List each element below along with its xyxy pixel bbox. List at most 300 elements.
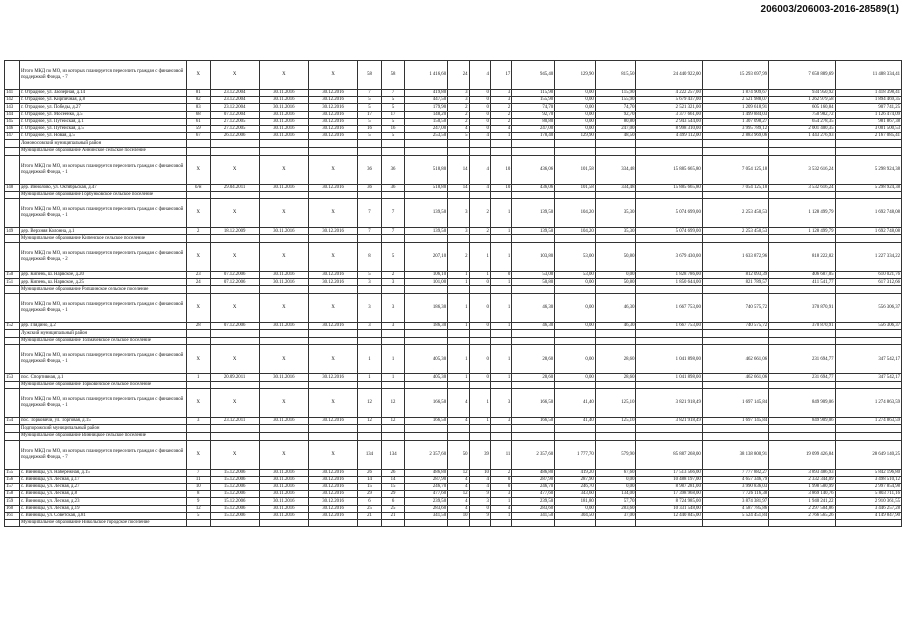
section-row <box>5 191 902 199</box>
table-cell: 7 <box>358 90 382 97</box>
table-cell <box>381 147 405 155</box>
table-cell: 1 697 145,84 <box>702 418 768 425</box>
table-cell: 2 <box>186 228 210 235</box>
table-cell <box>769 191 835 199</box>
table-cell <box>512 337 555 345</box>
table-cell <box>5 235 20 243</box>
table-cell <box>636 425 702 433</box>
table-cell <box>595 147 636 155</box>
table-cell: 5 <box>381 97 405 104</box>
table-cell: 2 357,60 <box>512 440 555 469</box>
table-cell: 9 <box>469 512 490 519</box>
table-cell <box>259 140 308 148</box>
table-cell: 1 416,60 <box>405 61 448 90</box>
table-cell: X <box>308 243 357 272</box>
table-cell <box>448 425 469 433</box>
table-cell: X <box>210 243 259 272</box>
table-cell: 30.11.2016 <box>259 228 308 235</box>
table-cell <box>490 147 511 155</box>
table-cell: 0 <box>490 483 511 490</box>
table-cell: дер. Иннолово, ул. Октябрьская, д.47 <box>19 184 186 191</box>
table-cell <box>358 147 382 155</box>
table-cell: 74,70 <box>595 104 636 111</box>
table-cell <box>835 381 901 389</box>
table-cell: 92,70 <box>595 111 636 118</box>
table-cell: 0,00 <box>555 279 596 286</box>
table-row <box>5 118 902 125</box>
table-cell: г. Отрадное, ул. Мосеенко, д.5 <box>19 111 186 118</box>
table-cell: с. Винницы, ул. Лесная, д.23 <box>19 498 186 505</box>
table-cell: 486,80 <box>405 469 448 476</box>
table-cell <box>490 381 511 389</box>
table-cell: 2 253 450,53 <box>702 199 768 228</box>
table-cell: 0,00 <box>555 111 596 118</box>
table-cell <box>308 519 357 527</box>
table-cell <box>769 519 835 527</box>
table-cell: 15.12.2006 <box>210 505 259 512</box>
table-cell <box>448 432 469 440</box>
table-cell: 21 <box>381 512 405 519</box>
table-cell: 30.12.2016 <box>308 512 357 519</box>
table-cell: 30.12.2016 <box>308 90 357 97</box>
table-cell: 1 <box>448 294 469 323</box>
table-cell: X <box>308 345 357 374</box>
table-cell: 07.12.2006 <box>210 279 259 286</box>
table-cell: 18.12.2009 <box>210 228 259 235</box>
table-cell: 579,90 <box>595 440 636 469</box>
table-cell: 155,90 <box>595 97 636 104</box>
table-cell: 0 <box>469 125 490 132</box>
table-cell <box>5 286 20 294</box>
table-cell: 30.11.2016 <box>259 491 308 498</box>
table-cell: 186,30 <box>405 323 448 330</box>
table-cell <box>5 381 20 389</box>
table-cell: 30.11.2016 <box>259 374 308 381</box>
table-cell: 1 499 884,03 <box>702 111 768 118</box>
table-cell: 5 <box>381 118 405 125</box>
table-cell: 134 <box>381 440 405 469</box>
table-cell: г. Отрадное, ул. Новая, д.5 <box>19 133 186 140</box>
table-cell: 37,00 <box>595 512 636 519</box>
table-cell <box>769 330 835 338</box>
table-cell <box>595 330 636 338</box>
table-cell: 370 870,91 <box>769 323 835 330</box>
table-cell: 146 <box>5 125 20 132</box>
table-cell: 3 <box>448 199 469 228</box>
table-cell <box>210 432 259 440</box>
table-cell <box>595 140 636 148</box>
table-cell: 0,00 <box>555 505 596 512</box>
table-cell: 5 842 196,80 <box>835 469 901 476</box>
table-cell <box>835 337 901 345</box>
table-cell: 2 <box>490 469 511 476</box>
table-cell <box>769 147 835 155</box>
table-cell: 30.11.2016 <box>259 418 308 425</box>
table-cell: 29 <box>358 491 382 498</box>
table-cell: 4 <box>469 184 490 191</box>
table-cell: 750 982,72 <box>769 111 835 118</box>
table-cell: 1 692 748,08 <box>835 228 901 235</box>
table-cell <box>308 235 357 243</box>
section-row <box>5 235 902 243</box>
table-cell: 1 <box>469 389 490 418</box>
table-cell: 1 <box>381 345 405 374</box>
table-cell: 15 <box>381 483 405 490</box>
table-cell <box>490 337 511 345</box>
table-cell: 1 <box>490 133 511 140</box>
table-cell: 10 <box>490 184 511 191</box>
table-cell: 12 <box>358 418 382 425</box>
table-cell: 518,80 <box>405 184 448 191</box>
table-cell <box>358 337 382 345</box>
table-cell: 0 <box>469 279 490 286</box>
table-cell: 30.12.2016 <box>308 118 357 125</box>
table-cell <box>405 337 448 345</box>
table-cell: 15 885 665,80 <box>636 155 702 184</box>
table-cell: 7 <box>186 469 210 476</box>
table-cell <box>490 519 511 527</box>
table-cell: X <box>259 155 308 184</box>
table-cell: 3 874 381,97 <box>702 498 768 505</box>
table-cell: 3 <box>358 323 382 330</box>
table-cell: 3 446 257,28 <box>835 505 901 512</box>
table-cell: 239,50 <box>405 498 448 505</box>
table-cell: 4 <box>469 61 490 90</box>
table-cell: 104,20 <box>555 228 596 235</box>
table-cell: 30.12.2016 <box>308 125 357 132</box>
table-cell: Ломоносовский муниципальный район <box>19 140 186 148</box>
table-cell: X <box>186 345 210 374</box>
table-cell: 115,90 <box>512 90 555 97</box>
table-cell <box>259 286 308 294</box>
table-cell: 1 850 644,00 <box>636 279 702 286</box>
table-cell: 3 821 918,49 <box>636 418 702 425</box>
table-cell <box>259 235 308 243</box>
table-cell: 14 <box>448 184 469 191</box>
table-cell: 0,00 <box>595 272 636 279</box>
table-cell: 16 <box>381 125 405 132</box>
table-cell: 1 <box>490 199 511 228</box>
table-cell <box>381 425 405 433</box>
table-cell: 57,70 <box>595 498 636 505</box>
table-cell: 101,00 <box>405 279 448 286</box>
table-cell: Итого МКД по МО, из которых планируется переселить граждан с финансовой поддержкой Фонда, - 1 <box>19 389 186 418</box>
table-cell <box>555 425 596 433</box>
table-cell: 157 <box>5 483 20 490</box>
table-cell: 26 <box>381 469 405 476</box>
table-cell: Итого МКД по МО, из которых планируется переселить граждан с финансовой поддержкой Фонда, - 7 <box>19 440 186 469</box>
table-cell: дер. Кипень, ш. Нарвское, д.25 <box>19 279 186 286</box>
table-cell: X <box>186 243 210 272</box>
table-cell: 7 726 116,38 <box>702 491 768 498</box>
table-cell <box>358 425 382 433</box>
table-cell: 3 <box>358 279 382 286</box>
table-cell: 28 <box>186 323 210 330</box>
table-cell: 125,10 <box>595 418 636 425</box>
table-cell: 5 074 699,00 <box>636 199 702 228</box>
table-cell: 0 <box>469 323 490 330</box>
table-cell: 143 <box>5 104 20 111</box>
table-cell <box>448 337 469 345</box>
table-cell: Муниципальное образование Толмачевское сельское поселение <box>19 337 186 345</box>
table-cell: 158 <box>5 491 20 498</box>
table-cell <box>702 519 768 527</box>
table-cell: 815,50 <box>595 61 636 90</box>
table-cell: 617 312,66 <box>835 279 901 286</box>
table-cell: 5 <box>381 243 405 272</box>
table-cell <box>358 432 382 440</box>
table-cell: 3 532 616,24 <box>769 155 835 184</box>
table-cell <box>210 140 259 148</box>
table-cell: г. Отрадное, ул. Победы, д.27 <box>19 104 186 111</box>
table-row <box>5 491 902 498</box>
table-cell <box>210 286 259 294</box>
table-cell: 1 828 786,00 <box>636 272 702 279</box>
table-cell: 50,80 <box>595 243 636 272</box>
table-cell: с. Винницы, ул. Лесная, д.27 <box>19 483 186 490</box>
table-cell: 9 <box>186 498 210 505</box>
table-cell: 30.11.2016 <box>259 125 308 132</box>
table-cell: 2 521 321,00 <box>636 104 702 111</box>
table-cell: 3 <box>490 90 511 97</box>
table-cell: 1 <box>448 279 469 286</box>
table-cell <box>469 235 490 243</box>
table-cell: 58 <box>358 61 382 90</box>
table-cell <box>186 425 210 433</box>
table-cell: 2 <box>448 118 469 125</box>
table-cell: 28 649 140,25 <box>835 440 901 469</box>
table-cell: 283,60 <box>405 505 448 512</box>
table-cell: 30.11.2016 <box>259 323 308 330</box>
table-cell <box>308 432 357 440</box>
table-cell: 28,60 <box>595 374 636 381</box>
table-cell: 812 093,39 <box>702 272 768 279</box>
table-cell <box>769 337 835 345</box>
table-cell <box>702 286 768 294</box>
table-cell: 166,50 <box>512 418 555 425</box>
table-cell <box>405 432 448 440</box>
table-cell: 8 724 985,00 <box>636 498 702 505</box>
table-cell: 3 <box>490 97 511 104</box>
table-cell <box>308 337 357 345</box>
table-cell: 247,00 <box>595 125 636 132</box>
table-cell <box>358 381 382 389</box>
table-cell: 30.12.2016 <box>308 97 357 104</box>
table-cell: 15 <box>358 483 382 490</box>
table-cell: Муниципальное образование Торковичское сельское поселение <box>19 381 186 389</box>
table-cell: 67 <box>186 133 210 140</box>
table-cell <box>381 381 405 389</box>
table-cell: X <box>210 199 259 228</box>
table-cell: X <box>186 199 210 228</box>
table-cell <box>5 147 20 155</box>
table-cell: 818 222,82 <box>769 243 835 272</box>
table-cell: 341,50 <box>512 512 555 519</box>
table-cell: 4 <box>469 483 490 490</box>
table-cell: 30.11.2016 <box>259 469 308 476</box>
table-cell: 8 998 310,00 <box>636 125 702 132</box>
table-cell: 30.11.2016 <box>259 133 308 140</box>
table-row <box>5 133 902 140</box>
table-cell: 1 <box>469 418 490 425</box>
table-cell: 186,30 <box>405 294 448 323</box>
table-cell: 2 001 400,35 <box>769 125 835 132</box>
table-cell: 21 <box>358 512 382 519</box>
table-cell: 17 513 566,00 <box>636 469 702 476</box>
table-cell: 0,00 <box>555 323 596 330</box>
table-cell <box>381 235 405 243</box>
table-cell <box>381 432 405 440</box>
table-cell: 0 <box>469 345 490 374</box>
table-cell <box>210 147 259 155</box>
table-cell <box>636 140 702 148</box>
table-cell <box>259 425 308 433</box>
table-cell <box>405 519 448 527</box>
table-cell: X <box>259 440 308 469</box>
table-cell <box>358 235 382 243</box>
table-cell: 347 542,17 <box>835 345 901 374</box>
table-cell: 5 <box>358 104 382 111</box>
table-cell: X <box>308 155 357 184</box>
table-cell: 246,70 <box>555 483 596 490</box>
table-cell: 28,60 <box>512 345 555 374</box>
table-cell: 144 <box>5 111 20 118</box>
table-cell: X <box>210 294 259 323</box>
table-cell: 405,30 <box>405 374 448 381</box>
table-cell: 5 298 924,38 <box>835 184 901 191</box>
table-cell <box>186 140 210 148</box>
table-cell: 103,80 <box>512 243 555 272</box>
table-cell: 81 <box>186 90 210 97</box>
table-cell <box>702 337 768 345</box>
table-cell <box>469 147 490 155</box>
table-cell: 5 803 711,16 <box>835 491 901 498</box>
table-cell <box>835 147 901 155</box>
table-row <box>5 228 902 235</box>
table-cell: 30.11.2016 <box>259 498 308 505</box>
table-cell: 1 <box>490 294 511 323</box>
table-cell: X <box>259 199 308 228</box>
table-cell: 20.09.2011 <box>210 374 259 381</box>
table-cell <box>595 519 636 527</box>
table-cell <box>448 235 469 243</box>
table-cell <box>769 381 835 389</box>
table-cell: 10 <box>469 469 490 476</box>
table-cell: 25 <box>381 505 405 512</box>
table-cell: 150 <box>5 272 20 279</box>
table-cell: 155 <box>5 469 20 476</box>
table-cell: 4 149 847,90 <box>835 512 901 519</box>
table-cell <box>490 286 511 294</box>
section-row <box>5 140 902 148</box>
table-cell <box>469 330 490 338</box>
table-cell: Итого МКД по МО, из которых планируется переселить граждан с финансовой поддержкой Фонда, - 1 <box>19 155 186 184</box>
table-cell <box>259 147 308 155</box>
table-cell: 30.11.2016 <box>259 184 308 191</box>
table-cell <box>381 140 405 148</box>
table-cell: г. Отрадное, ул. Путейская, д.5 <box>19 125 186 132</box>
table-cell: 419,80 <box>405 90 448 97</box>
table-cell: 10 <box>448 512 469 519</box>
table-cell <box>835 425 901 433</box>
table-cell <box>405 286 448 294</box>
table-cell <box>555 191 596 199</box>
table-cell: 4 <box>469 133 490 140</box>
table-cell: 125,10 <box>595 389 636 418</box>
table-cell <box>490 432 511 440</box>
table-cell: с. Винницы, ул. Набережная, д.15 <box>19 469 186 476</box>
table-cell <box>595 337 636 345</box>
table-cell: 7 054 125,18 <box>702 155 768 184</box>
table-cell: 3 821 918,49 <box>636 389 702 418</box>
table-cell <box>769 235 835 243</box>
table-cell: Итого МКД по МО, из которых планируется переселить граждан с финансовой поддержкой Фонда, - 1 <box>19 345 186 374</box>
table-cell <box>469 140 490 148</box>
table-cell: 30.11.2016 <box>259 111 308 118</box>
table-cell: 8 987 281,00 <box>636 483 702 490</box>
table-cell: 39 <box>469 440 490 469</box>
table-cell: 1 <box>490 512 511 519</box>
table-cell: 406 687,05 <box>769 272 835 279</box>
section-row <box>5 147 902 155</box>
table-cell: 24 440 922,00 <box>636 61 702 90</box>
table-cell: Муниципальное образование Ропшинское сельское поселение <box>19 286 186 294</box>
table-cell: 12 <box>381 389 405 418</box>
table-cell <box>636 235 702 243</box>
table-cell <box>210 381 259 389</box>
table-cell: X <box>186 294 210 323</box>
table-cell: 23.12.2004 <box>210 90 259 97</box>
table-cell: 129,90 <box>555 133 596 140</box>
table-cell: 30.11.2016 <box>259 272 308 279</box>
table-cell: 945,40 <box>512 61 555 90</box>
table-cell: 15 293 697,99 <box>702 61 768 90</box>
table-cell <box>469 425 490 433</box>
table-cell: 134,00 <box>595 491 636 498</box>
table-cell <box>5 155 20 184</box>
table-cell: 152 <box>5 323 20 330</box>
table-cell <box>358 191 382 199</box>
table-cell <box>555 147 596 155</box>
table-cell <box>5 191 20 199</box>
table-cell <box>512 432 555 440</box>
table-cell: 19 099 426,84 <box>769 440 835 469</box>
table-cell <box>381 337 405 345</box>
table-cell: 477,60 <box>512 491 555 498</box>
table-cell: 740 575,72 <box>702 323 768 330</box>
total-row <box>5 199 902 228</box>
table-cell: 8 <box>186 491 210 498</box>
table-cell <box>555 330 596 338</box>
table-cell: X <box>308 61 357 90</box>
table-cell: 58 <box>381 61 405 90</box>
section-row <box>5 425 902 433</box>
table-cell: 148,20 <box>405 111 448 118</box>
table-cell: 156 <box>5 476 20 483</box>
table-cell: 486,80 <box>512 469 555 476</box>
table-cell: 334,48 <box>595 184 636 191</box>
table-cell: 0,00 <box>555 125 596 132</box>
table-cell: 17 398 968,00 <box>636 491 702 498</box>
table-cell: 115,90 <box>595 90 636 97</box>
table-cell: 3 001 500,53 <box>835 125 901 132</box>
table-cell <box>835 519 901 527</box>
table-cell <box>448 147 469 155</box>
table-cell <box>469 381 490 389</box>
table-cell <box>381 330 405 338</box>
table-cell: 3 <box>448 97 469 104</box>
table-cell <box>5 294 20 323</box>
